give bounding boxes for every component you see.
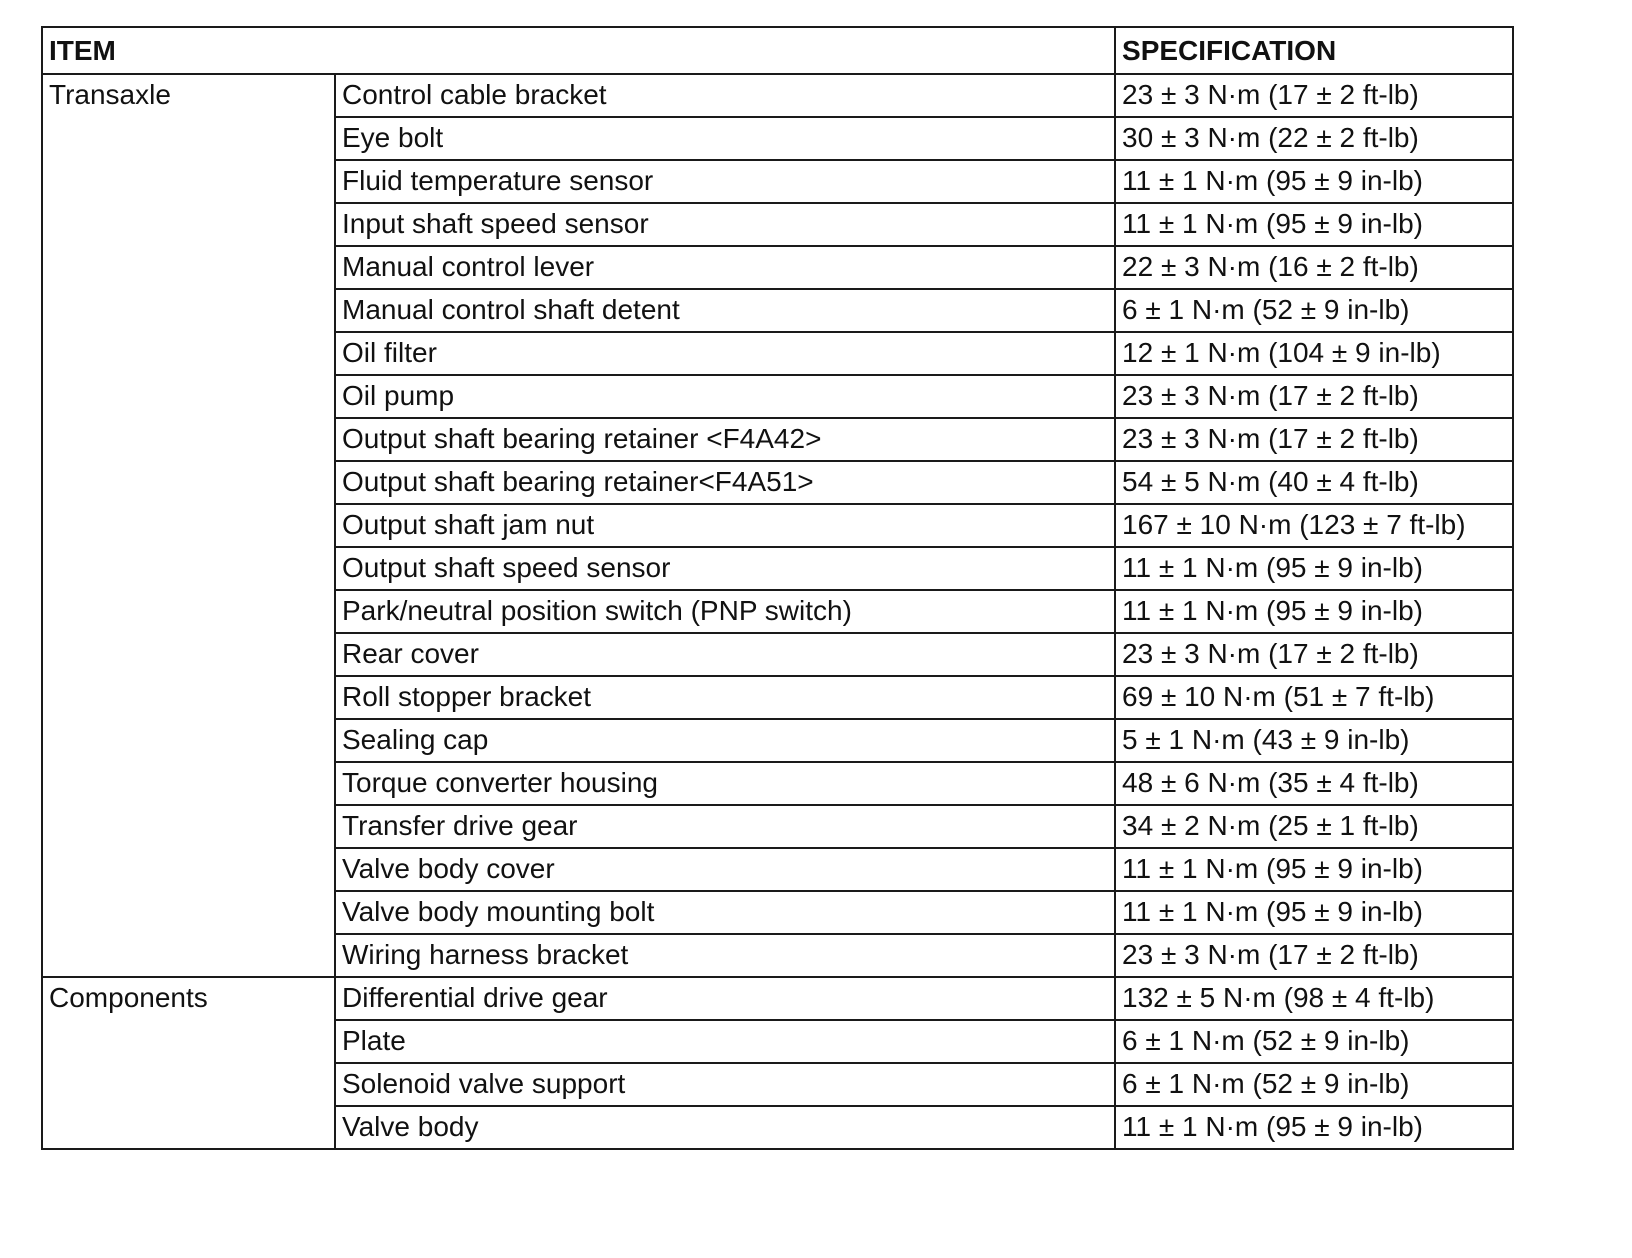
spec-cell: 11 ± 1 N·m (95 ± 9 in-lb) bbox=[1115, 590, 1513, 633]
item-cell: Rear cover bbox=[335, 633, 1115, 676]
spec-cell: 48 ± 6 N·m (35 ± 4 ft-lb) bbox=[1115, 762, 1513, 805]
item-cell: Control cable bracket bbox=[335, 74, 1115, 117]
spec-cell: 22 ± 3 N·m (16 ± 2 ft-lb) bbox=[1115, 246, 1513, 289]
item-cell: Park/neutral position switch (PNP switch) bbox=[335, 590, 1115, 633]
spec-cell: 12 ± 1 N·m (104 ± 9 in-lb) bbox=[1115, 332, 1513, 375]
spec-cell: 11 ± 1 N·m (95 ± 9 in-lb) bbox=[1115, 160, 1513, 203]
header-specification: SPECIFICATION bbox=[1115, 27, 1513, 74]
group-label: Components bbox=[42, 977, 335, 1149]
item-cell: Manual control lever bbox=[335, 246, 1115, 289]
table-row bbox=[42, 74, 1513, 117]
spec-cell: 11 ± 1 N·m (95 ± 9 in-lb) bbox=[1115, 1106, 1513, 1149]
spec-cell: 132 ± 5 N·m (98 ± 4 ft-lb) bbox=[1115, 977, 1513, 1020]
item-cell: Valve body mounting bolt bbox=[335, 891, 1115, 934]
header-item: ITEM bbox=[42, 27, 1115, 74]
item-cell: Plate bbox=[335, 1020, 1115, 1063]
item-cell: Output shaft bearing retainer<F4A51> bbox=[335, 461, 1115, 504]
spec-cell: 6 ± 1 N·m (52 ± 9 in-lb) bbox=[1115, 289, 1513, 332]
item-cell: Eye bolt bbox=[335, 117, 1115, 160]
spec-cell: 167 ± 10 N·m (123 ± 7 ft-lb) bbox=[1115, 504, 1513, 547]
spec-cell: 34 ± 2 N·m (25 ± 1 ft-lb) bbox=[1115, 805, 1513, 848]
spec-cell: 23 ± 3 N·m (17 ± 2 ft-lb) bbox=[1115, 633, 1513, 676]
spec-cell: 30 ± 3 N·m (22 ± 2 ft-lb) bbox=[1115, 117, 1513, 160]
spec-cell: 6 ± 1 N·m (52 ± 9 in-lb) bbox=[1115, 1063, 1513, 1106]
item-cell: Manual control shaft detent bbox=[335, 289, 1115, 332]
item-cell: Wiring harness bracket bbox=[335, 934, 1115, 977]
spec-cell: 11 ± 1 N·m (95 ± 9 in-lb) bbox=[1115, 203, 1513, 246]
torque-spec-table bbox=[41, 26, 1514, 1150]
item-cell: Solenoid valve support bbox=[335, 1063, 1115, 1106]
spec-cell: 69 ± 10 N·m (51 ± 7 ft-lb) bbox=[1115, 676, 1513, 719]
spec-cell: 23 ± 3 N·m (17 ± 2 ft-lb) bbox=[1115, 375, 1513, 418]
spec-cell: 23 ± 3 N·m (17 ± 2 ft-lb) bbox=[1115, 418, 1513, 461]
spec-cell: 11 ± 1 N·m (95 ± 9 in-lb) bbox=[1115, 848, 1513, 891]
group-label: Transaxle bbox=[42, 74, 335, 977]
item-cell: Valve body bbox=[335, 1106, 1115, 1149]
spec-cell: 23 ± 3 N·m (17 ± 2 ft-lb) bbox=[1115, 74, 1513, 117]
spec-cell: 23 ± 3 N·m (17 ± 2 ft-lb) bbox=[1115, 934, 1513, 977]
item-cell: Transfer drive gear bbox=[335, 805, 1115, 848]
spec-cell: 5 ± 1 N·m (43 ± 9 in-lb) bbox=[1115, 719, 1513, 762]
item-cell: Valve body cover bbox=[335, 848, 1115, 891]
spec-cell: 54 ± 5 N·m (40 ± 4 ft-lb) bbox=[1115, 461, 1513, 504]
table-row bbox=[42, 977, 1513, 1020]
item-cell: Sealing cap bbox=[335, 719, 1115, 762]
item-cell: Output shaft jam nut bbox=[335, 504, 1115, 547]
table-header-row bbox=[42, 27, 1513, 74]
spec-cell: 6 ± 1 N·m (52 ± 9 in-lb) bbox=[1115, 1020, 1513, 1063]
item-cell: Fluid temperature sensor bbox=[335, 160, 1115, 203]
item-cell: Oil filter bbox=[335, 332, 1115, 375]
item-cell: Differential drive gear bbox=[335, 977, 1115, 1020]
item-cell: Torque converter housing bbox=[335, 762, 1115, 805]
item-cell: Roll stopper bracket bbox=[335, 676, 1115, 719]
table-body bbox=[42, 74, 1513, 1149]
item-cell: Output shaft speed sensor bbox=[335, 547, 1115, 590]
spec-cell: 11 ± 1 N·m (95 ± 9 in-lb) bbox=[1115, 891, 1513, 934]
spec-cell: 11 ± 1 N·m (95 ± 9 in-lb) bbox=[1115, 547, 1513, 590]
item-cell: Oil pump bbox=[335, 375, 1115, 418]
item-cell: Output shaft bearing retainer <F4A42> bbox=[335, 418, 1115, 461]
item-cell: Input shaft speed sensor bbox=[335, 203, 1115, 246]
